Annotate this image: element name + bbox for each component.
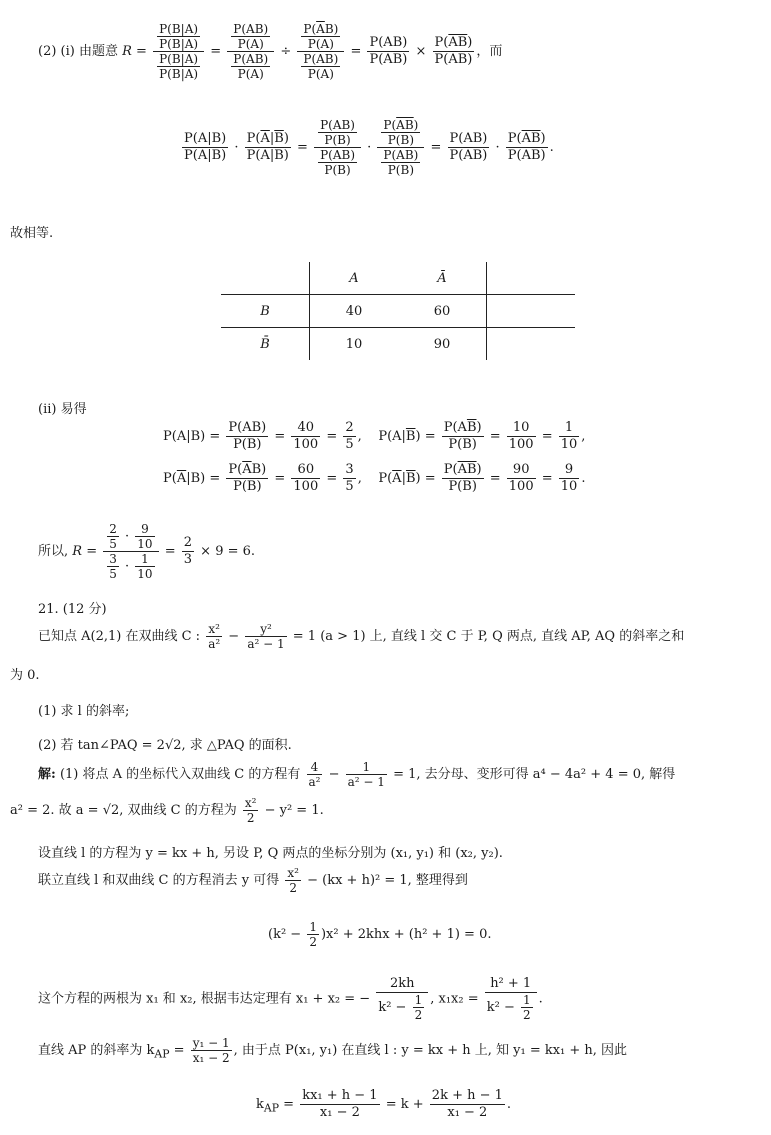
contingency-table (221, 262, 575, 360)
part2ii-eq1: P(A|B) = $\frac{P(AB)}{P(B)}$ = $\frac{40}{100}$ = $\frac{2}{5}$ , $P(A|\overline{B})$ = $\frac{P(A\overline{B})}{P(\overline{B})}$ = $\frac{10}{100}$ = $\frac{1}{10}$ , (163, 420, 586, 452)
solution-line5: (k² − $\frac{1}{2}$ )x² + 2khx + (h² + 1) = 0. (268, 920, 492, 949)
solution-line2: a² = 2. 故 a = √2, 双曲线 C 的方程为 $\frac{\text{x²}}{2}$ − y² = 1. (10, 796, 324, 825)
solution-line3: 设直线 l 的方程为 y = kx + h, 另设 P, Q 两点的坐标分别为 (x₁, y₁) 和 (x₂, y₂). (38, 846, 503, 861)
problem-number: 21. (12 分) (38, 602, 107, 617)
solution-line8: $k_{AP}$ = $\frac{\text{kx₁ + h − 1}}{\text{x₁ − 2}}$ = k + $\frac{2k + h - 1}{\text{x₁ − 2}}$ . (256, 1088, 512, 1120)
solution-line1: 解: (1) 将点 A 的坐标代入双曲线 C 的方程有 $\frac{4}{\text{a²}}$ − $\frac{1}{\text{a² − 1}}$ = 1, 去分母、变形可得 a⁴ − 4a² + 4 = 0, 解得 (38, 760, 676, 789)
solution-line6: 这个方程的两根为 x₁ 和 x₂, 根据韦达定理有 x₁ + x₂ = − 2kh k² − $\frac{1}{2}$ , x₁x₂ = h² + 1 k² − $\frac{1}{2}$ . (38, 976, 543, 1022)
ratio-R-fraction: $\frac{\frac{P(B|A)}{P(\overline{B}|A)}}{\frac{P(B|\overline{A})}{P(\overline{B}|\overline{A})}}$ (153, 22, 204, 81)
part2ii-label: (ii) 易得 (38, 402, 87, 417)
part2ii-result: 所以, R = $\frac{2}{5}$ · $\frac{9}{10}$ $\frac{3}{5}$ · $\frac{1}{10}$ = $\frac{2}{3}$ × 9 = 6. (38, 522, 256, 581)
part2i-tail: ，而 (476, 44, 503, 59)
solution-head: 解: (38, 767, 56, 782)
part2i-label: (2) (i) 由题意 (38, 44, 118, 59)
problem-stem-line1: 已知点 A(2,1) 在双曲线 C : $\frac{\text{x²}}{\text{a²}}$ − $\frac{\text{y²}}{\text{a² − 1}}$ = 1 (a > 1) 上, 直线 l 交 C 于 P, Q 两点, 直线 AP, AQ 的斜率之和 (38, 622, 685, 651)
table-header-row: A Ā (221, 262, 575, 295)
table-row: B̄ 10 90 (221, 328, 575, 361)
part2ii-eq2: $P(\overline{A}|B)$ = $\frac{P(\overline{A}B)}{P(B)}$ = $\frac{60}{100}$ = $\frac{3}{5}$ , $P(\overline{A}|\overline{B})$ = $\frac{P(\overline{AB})}{P(\overline{B})}$ = $\frac{90}{100}$ = $\frac{9}{10}$ . (163, 462, 586, 494)
part2i-conclusion: 故相等. (10, 226, 54, 241)
problem-stem-line2: 为 0. (10, 668, 40, 683)
ratio-step2: $\frac{\frac{P(AB)}{P(A)}}{\frac{P(A\overline{B})}{P(A)}}$ (227, 22, 274, 81)
solution-line4: 联立直线 l 和双曲线 C 的方程消去 y 可得 $\frac{\text{x²}}{2}$ − (kx + h)² = 1, 整理得到 (38, 866, 468, 895)
table-row: B 40 60 (221, 295, 575, 328)
question-1: (1) 求 l 的斜率; (38, 704, 130, 719)
part2i-line1: (2) (i) 由题意 R = $\frac{\frac{P(B|A)}{P(\overline{B}|A)}}{\frac{P(B|\overline{A})}{P(\overline{B}|\overline{A})}}$ = $\frac{\frac{P(AB)}{P(A)}}{\frac{P(A\overline{B})}{P(A)}}$ ÷ $\frac{\frac{P(\overline{A}B)}{P(\overline{A})}}{\frac{P(\overline{AB})}{P(\overline{A})}}$ = $\frac{P(AB)}{P(A\overline{B})}$ × $\frac{P(\overline{AB})}{P(\overline{A}B)}$ ，而 (38, 22, 503, 81)
question-2: (2) 若 tan∠PAQ = 2√2, 求 △PAQ 的面积. (38, 738, 292, 753)
ratio-step3: $\frac{\frac{P(\overline{A}B)}{P(\overline{A})}}{\frac{P(\overline{AB})}{P(\overline{A})}}$ (297, 22, 344, 81)
part2i-line2: $\frac{P(A|B)}{P(\overline{A}|B)}$ · $\frac{P(\overline{A}|\overline{B})}{P(A|\overline{B})}$ = $\frac{\frac{P(AB)}{P(B)}}{\frac{P(\overline{A}B)}{P(B)}}$ · $\frac{\frac{P(\overline{AB})}{P(\overline{B})}}{\frac{P(A\overline{B})}{P(\overline{B})}}$ = $\frac{P(AB)}{P(\overline{A}B)}$ · $\frac{P(\overline{AB})}{P(A\overline{B})}$ . (184, 118, 554, 177)
solution-line7: 直线 AP 的斜率为 $k_{AP}$ = $\frac{\text{y₁ − 1}}{\text{x₁ − 2}}$ , 由于点 P(x₁, y₁) 在直线 l : y = kx + h 上, 知 y₁ = kx₁ + h, 因此 (38, 1036, 628, 1065)
